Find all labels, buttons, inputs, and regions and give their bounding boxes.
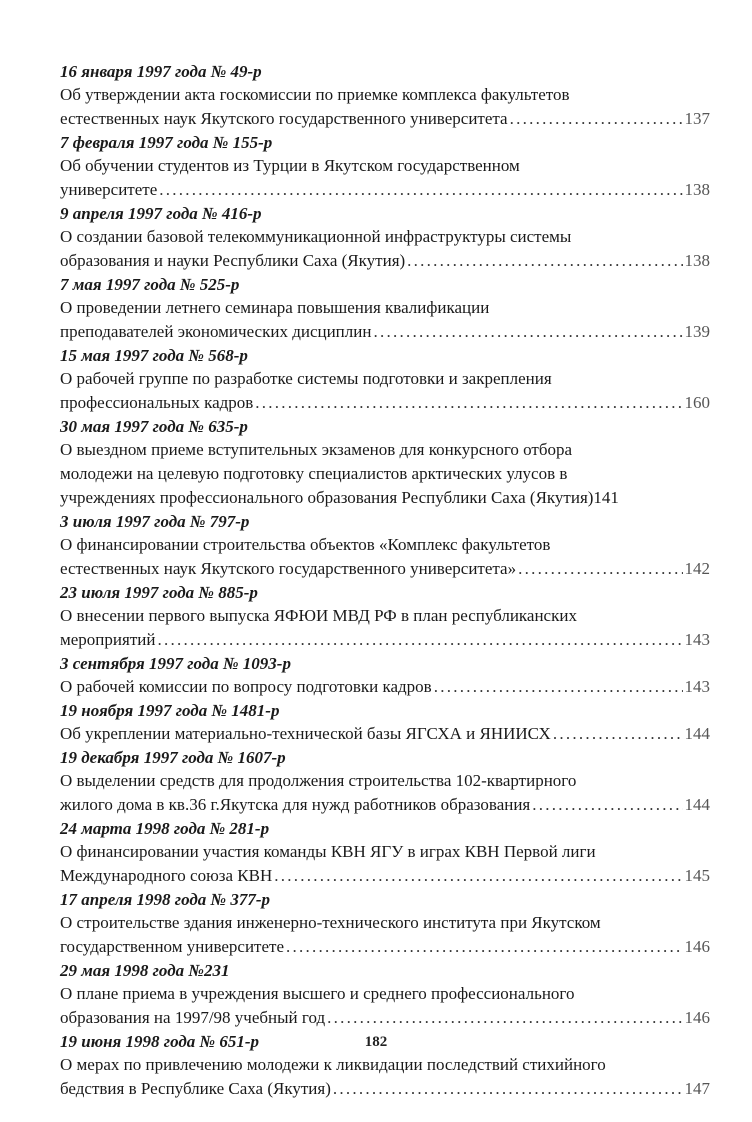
decree-title-line: Об обучении студентов из Турции в Якутском государственном: [60, 156, 520, 175]
decree-title-last-line: [60, 1006, 710, 1030]
page-reference: 143: [684, 630, 710, 649]
toc-entry: [60, 652, 710, 699]
decree-title-line: образования на 1997/98 учебный год: [60, 1008, 326, 1027]
decree-title-last-line: [60, 864, 710, 888]
decree-title-last-line: [60, 178, 710, 202]
toc-entry: [60, 415, 710, 510]
page-reference: 138: [684, 180, 710, 199]
decree-title-line: университете: [60, 180, 158, 199]
decree-title-line: государственном университете: [60, 937, 285, 956]
decree-date-number: 19 декабря 1997 года № 1607-р: [60, 748, 286, 767]
decree-title-last-line: [60, 675, 710, 699]
decree-date-number: 17 апреля 1998 года № 377-р: [60, 890, 271, 909]
page-reference: 144: [684, 724, 710, 743]
decree-title-last-line: [60, 249, 710, 273]
decree-title-line: молодежи на целевую подготовку специалистов арктических улусов в: [60, 464, 568, 483]
decree-date-number: 29 мая 1998 года №231: [60, 961, 230, 980]
dot-leader: [553, 722, 683, 746]
toc-entry: [60, 888, 710, 959]
decree-date-number: 30 мая 1997 года № 635-р: [60, 417, 248, 436]
toc-entry: [60, 959, 710, 1030]
decree-title-last-line: [60, 320, 710, 344]
page-reference: 142: [684, 559, 710, 578]
decree-title-last-line: [60, 391, 710, 415]
page-reference: 147: [684, 1079, 710, 1098]
decree-title-line: естественных наук Якутского государственного университета: [60, 109, 508, 128]
toc-entry: [60, 746, 710, 817]
decree-title-line: жилого дома в кв.36 г.Якутска для нужд работников образования: [60, 795, 531, 814]
decree-title-last-line: [60, 935, 710, 959]
decree-title-line: О рабочей комиссии по вопросу подготовки кадров: [60, 677, 432, 696]
decree-title-last-line: [60, 107, 710, 131]
decree-date-number: 15 мая 1997 года № 568-р: [60, 346, 248, 365]
toc-entry: [60, 131, 710, 202]
decree-title-line: мероприятий: [60, 630, 156, 649]
decree-title-last-line: [60, 486, 710, 510]
decree-title-line: учреждениях профессионального образования Республики Саха (Якутия)141: [60, 488, 619, 507]
page-reference: 145: [684, 866, 710, 885]
decree-title-line: бедствия в Республике Саха (Якутия): [60, 1079, 331, 1098]
decree-title-line: О проведении летнего семинара повышения квалификации: [60, 298, 490, 317]
dot-leader: [157, 628, 682, 652]
decree-date-number: 9 апреля 1997 года № 416-р: [60, 204, 262, 223]
decree-title-line: Об укреплении материально-технической базы ЯГСХА и ЯНИИСХ: [60, 724, 551, 743]
toc-entry: [60, 510, 710, 581]
dot-leader: [407, 249, 682, 273]
decree-title-line: преподавателей экономических дисциплин: [60, 322, 372, 341]
dot-leader: [255, 391, 682, 415]
page-reference: 138: [684, 251, 710, 270]
dot-leader: [518, 557, 682, 581]
decree-title-line: О финансировании участия команды КВН ЯГУ в играх КВН Первой лиги: [60, 842, 596, 861]
dot-leader: [333, 1077, 683, 1101]
toc-entry: [60, 60, 710, 131]
decree-title-last-line: [60, 628, 710, 652]
page-reference: 143: [684, 677, 710, 696]
decree-title-last-line: [60, 722, 710, 746]
decree-title-line: О выездном приеме вступительных экзаменов для конкурсного отбора: [60, 440, 573, 459]
page-reference: 137: [684, 109, 710, 128]
decree-title-line: О рабочей группе по разработке системы подготовки и закрепления: [60, 369, 552, 388]
dot-leader: [327, 1006, 682, 1030]
dot-leader: [274, 864, 682, 888]
decree-date-number: 19 ноября 1997 года № 1481-р: [60, 701, 280, 720]
page-reference: 139: [684, 322, 710, 341]
toc-entry: [60, 817, 710, 888]
decree-title-line: Об утверждении акта госкомиссии по приемке комплекса факультетов: [60, 85, 570, 104]
toc-entry: [60, 581, 710, 652]
toc-entry: [60, 344, 710, 415]
decree-title-last-line: [60, 793, 710, 817]
decree-date-number: 24 марта 1998 года № 281-р: [60, 819, 270, 838]
decree-title-last-line: [60, 557, 710, 581]
toc-entry: [60, 273, 710, 344]
dot-leader: [286, 935, 682, 959]
decree-date-number: 23 июля 1997 года № 885-р: [60, 583, 258, 602]
decree-title-line: образования и науки Республики Саха (Якутия): [60, 251, 406, 270]
page-reference: 146: [684, 1008, 710, 1027]
decree-date-number: 19 июня 1998 года № 651-р: [60, 1032, 260, 1051]
toc-entry: [60, 202, 710, 273]
dot-leader: [532, 793, 682, 817]
page-reference: 146: [684, 937, 710, 956]
table-of-contents: [60, 60, 710, 1101]
toc-entry: [60, 699, 710, 746]
decree-title-line: О строительстве здания инженерно-технического института при Якутском: [60, 913, 601, 932]
page-number: 182: [364, 1034, 388, 1050]
decree-title-line: О выделении средств для продолжения строительства 102-квартирного: [60, 771, 577, 790]
decree-date-number: 3 сентября 1997 года № 1093-р: [60, 654, 291, 673]
decree-title-line: О создании базовой телекоммуникационной инфраструктуры системы: [60, 227, 572, 246]
dot-leader: [373, 320, 682, 344]
decree-date-number: 16 января 1997 года № 49-р: [60, 62, 262, 81]
decree-date-number: 7 мая 1997 года № 525-р: [60, 275, 240, 294]
decree-title-last-line: [60, 1077, 710, 1101]
dot-leader: [434, 675, 683, 699]
decree-date-number: 3 июля 1997 года № 797-р: [60, 512, 250, 531]
page-reference: 160: [684, 393, 710, 412]
decree-title-line: естественных наук Якутского государственного университета»: [60, 559, 517, 578]
dot-leader: [510, 107, 683, 131]
decree-title-line: О плане приема в учреждения высшего и среднего профессионального: [60, 984, 575, 1003]
decree-title-line: О мерах по привлечению молодежи к ликвидации последствий стихийного: [60, 1055, 606, 1074]
decree-title-line: Международного союза КВН: [60, 866, 273, 885]
page-reference: 144: [684, 795, 710, 814]
decree-title-line: профессиональных кадров: [60, 393, 254, 412]
dot-leader: [159, 178, 682, 202]
decree-title-line: О внесении первого выпуска ЯФЮИ МВД РФ в план республиканских: [60, 606, 577, 625]
decree-title-line: О финансировании строительства объектов «Комплекс факультетов: [60, 535, 551, 554]
decree-date-number: 7 февраля 1997 года № 155-р: [60, 133, 273, 152]
